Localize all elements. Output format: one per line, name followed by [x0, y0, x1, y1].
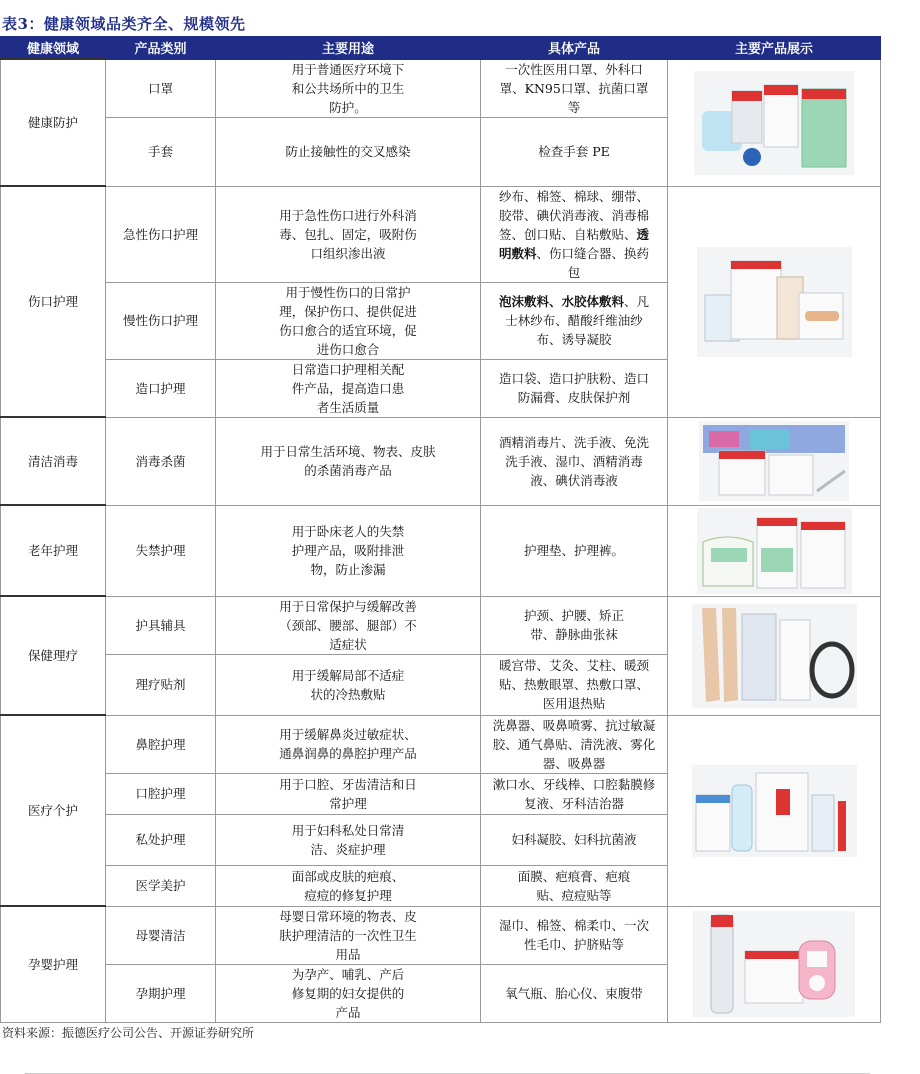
table-row	[1, 596, 881, 654]
product-image-cell	[668, 59, 881, 186]
usage-cell: 母婴日常环境的物表、皮肤护理清洁的一次性卫生用品	[216, 906, 481, 964]
wound-care-products-photo	[697, 247, 852, 357]
category-cell: 母婴清洁	[106, 906, 216, 964]
source-note: 资料来源：振德医疗公司公告、开源证券研究所	[2, 1026, 255, 1040]
category-cell: 鼻腔护理	[106, 715, 216, 773]
category-cell: 口腔护理	[106, 773, 216, 814]
category-cell: 医学美护	[106, 865, 216, 906]
domain-cell: 健康防护	[1, 59, 106, 186]
table-row	[1, 505, 881, 596]
category-cell: 孕期护理	[106, 964, 216, 1022]
category-cell: 口罩	[106, 59, 216, 117]
products-cell: 暖宫带、艾灸、艾柱、暖颈贴、热敷眼罩、热敷口罩、医用退热贴	[481, 654, 668, 715]
products-highlight: 透明敷料	[498, 226, 650, 261]
category-cell: 造口护理	[106, 359, 216, 417]
braces-products-photo	[692, 604, 857, 708]
domain-cell: 伤口护理	[1, 186, 106, 417]
mask-products-photo	[694, 71, 854, 175]
usage-cell: 日常造口护理相关配件产品，提高造口患者生活质量	[216, 359, 481, 417]
table-row	[1, 417, 881, 505]
usage-cell: 用于急性伤口进行外科消毒、包扎、固定，吸附伤口组织渗出液	[216, 186, 481, 282]
category-cell: 消毒杀菌	[106, 417, 216, 505]
category-cell: 慢性伤口护理	[106, 282, 216, 359]
header-domain: 健康领域	[1, 37, 106, 60]
header-showcase: 主要产品展示	[668, 37, 881, 60]
products-text: 纱布、棉签、棉球、绷带、胶带、碘伏消毒液、消毒棉签、创口贴、自粘敷贴、	[498, 188, 649, 242]
products-cell: 湿巾、棉签、棉柔巾、一次性毛巾、护脐贴等	[481, 906, 668, 964]
table-row	[1, 186, 881, 282]
usage-cell: 用于缓解鼻炎过敏症状、通鼻润鼻的鼻腔护理产品	[216, 715, 481, 773]
table-row	[1, 715, 881, 773]
header-row	[1, 37, 881, 60]
usage-cell: 用于口腔、牙齿清洁和日常护理	[216, 773, 481, 814]
usage-cell: 面部或皮肤的疤痕、痘痘的修复护理	[216, 865, 481, 906]
product-image-cell	[668, 715, 881, 906]
products-cell: 酒精消毒片、洗手液、免洗洗手液、湿巾、酒精消毒液、碘伏消毒液	[481, 417, 668, 505]
domain-cell: 清洁消毒	[1, 417, 106, 505]
products-cell: 洗鼻器、吸鼻喷雾、抗过敏凝胶、通气鼻贴、清洗液、雾化器、吸鼻器	[481, 715, 668, 773]
domain-cell: 保健理疗	[1, 596, 106, 715]
products-cell: 护颈、护腰、矫正带、静脉曲张袜	[481, 596, 668, 654]
usage-cell: 用于妇科私处日常清洁、炎症护理	[216, 814, 481, 865]
product-image-cell	[668, 505, 881, 596]
products-cell: 护理垫、护理裤。	[481, 505, 668, 596]
product-table	[0, 36, 881, 1023]
maternity-products-photo	[693, 911, 855, 1017]
products-highlight: 泡沫敷料、水胶体敷料	[498, 294, 624, 309]
products-cell: 面膜、疤痕膏、疤痕贴、痘痘贴等	[481, 865, 668, 906]
header-category: 产品类别	[106, 37, 216, 60]
usage-cell: 用于卧床老人的失禁护理产品，吸附排泄物，防止渗漏	[216, 505, 481, 596]
products-cell: 漱口水、牙线棒、口腔黏膜修复液、牙科洁治器	[481, 773, 668, 814]
disinfection-products-photo	[699, 421, 849, 501]
incontinence-products-photo	[697, 508, 852, 594]
products-cell: 造口袋、造口护肤粉、造口防漏膏、皮肤保护剂	[481, 359, 668, 417]
category-cell: 手套	[106, 117, 216, 186]
products-text: 、伤口缝合器、换药包	[536, 245, 650, 280]
header-usage: 主要用途	[216, 37, 481, 60]
usage-cell: 用于缓解局部不适症状的冷热敷贴	[216, 654, 481, 715]
category-cell: 私处护理	[106, 814, 216, 865]
products-cell	[481, 186, 668, 282]
usage-cell: 用于慢性伤口的日常护理，保护伤口、提供促进伤口愈合的适宜环境，促进伤口愈合	[216, 282, 481, 359]
domain-cell: 老年护理	[1, 505, 106, 596]
product-image-cell	[668, 186, 881, 417]
product-image-cell	[668, 906, 881, 1022]
personal-care-products-photo	[692, 765, 857, 857]
usage-cell: 用于日常保护与缓解改善（颈部、腰部、腿部）不适症状	[216, 596, 481, 654]
products-cell: 妇科凝胶、妇科抗菌液	[481, 814, 668, 865]
products-cell: 一次性医用口罩、外科口罩、KN95口罩、抗菌口罩等	[481, 59, 668, 117]
product-image-cell	[668, 417, 881, 505]
category-cell: 护具辅具	[106, 596, 216, 654]
products-cell: 氧气瓶、胎心仪、束腹带	[481, 964, 668, 1022]
products-text: 、凡士林纱布、醋酸纤维油纱布、诱导凝胶	[505, 294, 650, 347]
domain-cell: 医疗个护	[1, 715, 106, 906]
category-cell: 急性伤口护理	[106, 186, 216, 282]
products-cell: 检查手套 PE	[481, 117, 668, 186]
header-products: 具体产品	[481, 37, 668, 60]
table-row	[1, 906, 881, 964]
usage-cell: 用于普通医疗环境下和公共场所中的卫生防护。	[216, 59, 481, 117]
usage-cell: 为孕产、哺乳、产后修复期的妇女提供的产品	[216, 964, 481, 1022]
products-cell	[481, 282, 668, 359]
domain-cell: 孕婴护理	[1, 906, 106, 1022]
table-title: 表3：健康领域品类齐全、规模领先	[2, 15, 246, 33]
table-row	[1, 59, 881, 117]
usage-cell: 防止接触性的交叉感染	[216, 117, 481, 186]
usage-cell: 用于日常生活环境、物表、皮肤的杀菌消毒产品	[216, 417, 481, 505]
category-cell: 理疗贴剂	[106, 654, 216, 715]
category-cell: 失禁护理	[106, 505, 216, 596]
product-image-cell	[668, 596, 881, 715]
